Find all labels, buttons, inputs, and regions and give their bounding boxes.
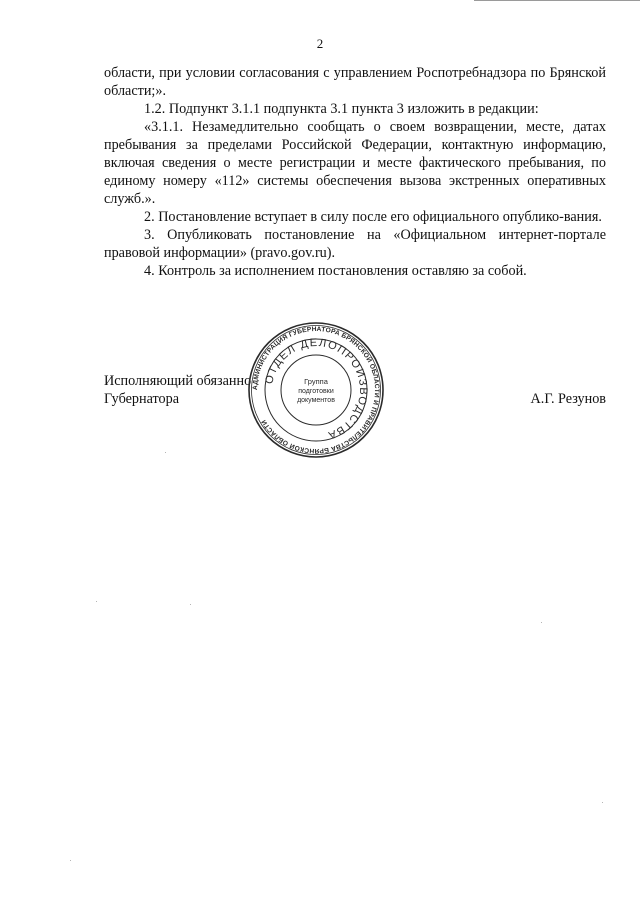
paragraph-4: 4. Контроль за исполнением постановления оставляю за собой. bbox=[144, 263, 527, 279]
official-stamp bbox=[246, 320, 386, 460]
scan-speck bbox=[602, 802, 603, 803]
stamp-outer-text: АДМИНИСТРАЦИЯ ГУБЕРНАТОРА БРЯНСКОЙ ОБЛАСТИ И ПРАВИТЕЛЬСТВА БРЯНСКОЙ ОБЛАСТИ bbox=[251, 325, 381, 455]
stamp-inner-line2: подготовки bbox=[298, 388, 334, 395]
document-body bbox=[104, 64, 606, 280]
paragraph-2: 2. Постановление вступает в силу после его официального опублико-вания. bbox=[144, 209, 602, 225]
paragraph-1-2: 1.2. Подпункт 3.1.1 подпункта 3.1 пункта 3 изложить в редакции: bbox=[144, 101, 539, 117]
stamp-inner-line1: Группа bbox=[304, 377, 328, 386]
signatory-title bbox=[104, 372, 251, 408]
scan-speck bbox=[165, 452, 166, 453]
stamp-inner-line3: документов bbox=[297, 397, 335, 404]
page-number: 2 bbox=[316, 36, 324, 51]
paragraph-3: 3. Опубликовать постановление на «Официальном интернет-портале правовой информации» (pravo.gov.ru). bbox=[104, 227, 606, 261]
signatory-title-line2: Губернатора bbox=[104, 391, 180, 407]
scan-edge-line bbox=[474, 0, 640, 1]
paragraph-quote-3-1-1: «3.1.1. Незамедлительно сообщать о своем возвращении, месте, датах пребывания за пределами Российской Федерации, контактную информацию, включая сведения о месте регистрации и месте фактического пребывания, по единому номеру «112» системы обеспечения вызова экстренных оперативных служб.». bbox=[104, 119, 606, 207]
stamp-seal-icon bbox=[246, 320, 386, 460]
stamp-middle-text: ОТДЕЛ ДЕЛОПРОИЗВОДСТВА bbox=[263, 336, 370, 442]
paragraph-continuation: области, при условии согласования с управлением Роспотребнадзора по Брянской области;». bbox=[104, 65, 606, 99]
signatory-name: А.Г. Резунов bbox=[530, 391, 606, 407]
scan-speck bbox=[190, 604, 191, 605]
scan-speck bbox=[96, 601, 97, 602]
scan-speck bbox=[541, 622, 542, 623]
scan-speck bbox=[70, 860, 71, 861]
signatory-title-line1: Исполняющий обязанно bbox=[104, 373, 252, 389]
